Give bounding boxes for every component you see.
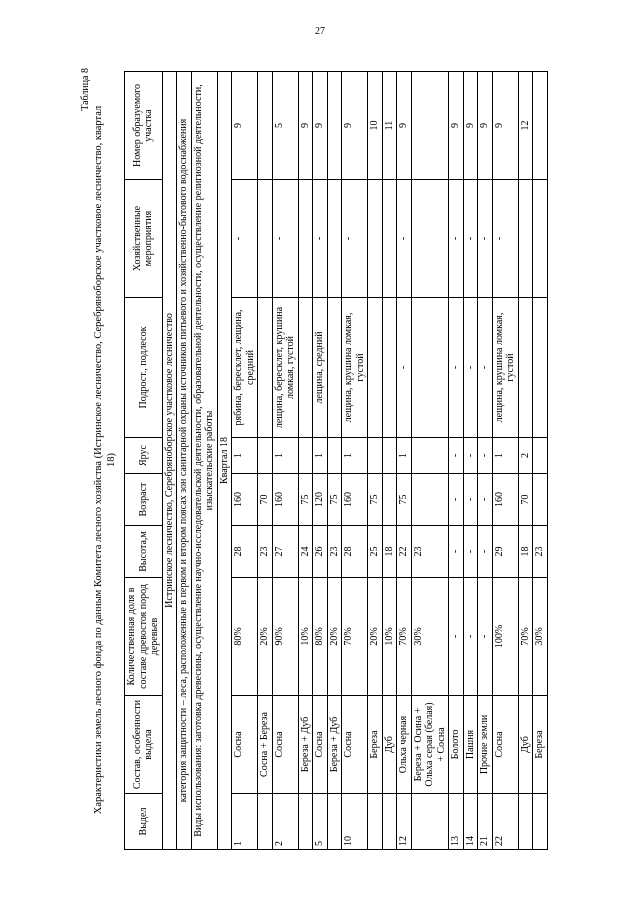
header-row [125,72,163,850]
cell-vydel [411,794,449,850]
cell-sostav: Ольха черная [397,696,412,794]
cell-vozrast: 160 [232,474,258,526]
cell-podrost: - [478,298,493,438]
cell-podrost [518,298,533,438]
cell-vydel: 13 [449,794,464,850]
table-row [313,72,328,850]
header-nomer: Номер образуемого участка [125,72,163,180]
cell-podrost [298,298,313,438]
table-row [258,72,273,850]
cell-podrost: - [463,298,478,438]
cell-meropr: - [463,180,478,298]
cell-vozrast [382,474,397,526]
cell-nomer: 11 [382,72,397,180]
cell-meropr: - [449,180,464,298]
cell-nomer: 9 [342,72,368,180]
cell-dolya: - [463,578,478,696]
cell-dolya: 80% [232,578,258,696]
cell-podrost: - [449,298,464,438]
cell-vozrast: 120 [313,474,328,526]
cell-vydel: 21 [478,794,493,850]
cell-vysota: 28 [342,526,368,578]
cell-yarus: 1 [313,438,328,474]
table-row [463,72,478,850]
table-row [232,72,258,850]
cell-sostav: Пашня [463,696,478,794]
cell-vydel: 1 [232,794,258,850]
cell-vydel: 22 [492,794,518,850]
cell-podrost: лещина, бересклет, крушина ломкая, густой [272,298,298,438]
cell-yarus: 2 [518,438,533,474]
cell-dolya: 70% [397,578,412,696]
cell-sostav: Сосна [272,696,298,794]
cell-vozrast: 75 [327,474,342,526]
table-row [272,72,298,850]
cell-sostav: Болото [449,696,464,794]
cell-nomer: 9 [313,72,328,180]
cell-sostav: Береза [368,696,383,794]
cell-podrost [382,298,397,438]
cell-dolya: - [478,578,493,696]
cell-vysota: - [478,526,493,578]
cell-sostav: Прочие земли [478,696,493,794]
cell-nomer: 9 [478,72,493,180]
cell-meropr: - [478,180,493,298]
rotated-page-content [80,60,640,860]
cell-sostav: Береза + Дуб [298,696,313,794]
cell-yarus [411,438,449,474]
cell-vozrast: 75 [397,474,412,526]
cell-vysota: 29 [492,526,518,578]
cell-podrost [533,298,548,438]
cell-vysota: 23 [411,526,449,578]
header-vysota: Высота,м [125,526,163,578]
cell-vysota: 26 [313,526,328,578]
cell-vozrast: 160 [272,474,298,526]
cell-vydel: 5 [313,794,328,850]
cell-meropr [258,180,273,298]
cell-vydel [382,794,397,850]
cell-vozrast: - [463,474,478,526]
cell-podrost: рябина, бересклет, лещина, средний [232,298,258,438]
cell-podrost [258,298,273,438]
cell-yarus [258,438,273,474]
cell-yarus: 1 [232,438,258,474]
cell-dolya: 10% [298,578,313,696]
cell-podrost: лещина, средний [313,298,328,438]
table-row [478,72,493,850]
cell-vydel [518,794,533,850]
table-row [449,72,464,850]
cell-nomer: 9 [463,72,478,180]
cell-vozrast: 75 [368,474,383,526]
cell-dolya: 30% [411,578,449,696]
cell-dolya: 30% [533,578,548,696]
cell-dolya: 70% [342,578,368,696]
header-dolya: Количественная доля в составе древостоя пород деревьев [125,578,163,696]
cell-meropr [382,180,397,298]
cell-yarus: 1 [272,438,298,474]
cell-yarus: - [478,438,493,474]
cell-vozrast: 75 [298,474,313,526]
cell-yarus: 1 [342,438,368,474]
cell-yarus: 1 [492,438,518,474]
cell-sostav: Дуб [518,696,533,794]
table-caption: Характеристики земель лесного фонда по данным Комитета лесного хозяйства (Истринское лесничество, Серебряноборское участковое лесничество, квартал 18) [93,105,117,815]
cell-vozrast [533,474,548,526]
cell-vydel [533,794,548,850]
cell-meropr: - [342,180,368,298]
table-row [327,72,342,850]
cell-podrost [411,298,449,438]
cell-vydel [298,794,313,850]
cell-podrost [368,298,383,438]
cell-dolya: 80% [313,578,328,696]
cell-yarus [327,438,342,474]
cell-nomer: 9 [298,72,313,180]
cell-vysota: 28 [232,526,258,578]
cell-dolya: 20% [327,578,342,696]
section-usage: Виды использования: заготовка древесины, осуществление научно-исследовательской деятельности, образовательной деятельности, осуществление религиозной деятельности, изыскательские работы [191,72,217,850]
cell-meropr: - [272,180,298,298]
cell-sostav: Сосна [313,696,328,794]
cell-dolya: 20% [258,578,273,696]
cell-sostav: Сосна + Береза [258,696,273,794]
cell-meropr [368,180,383,298]
cell-yarus: 1 [397,438,412,474]
cell-nomer [411,72,449,180]
cell-vysota: 23 [327,526,342,578]
cell-meropr: - [313,180,328,298]
cell-meropr [298,180,313,298]
cell-sostav: Береза + Осина + Ольха серая (белая) + Сосна [411,696,449,794]
section-quarter: Квартал 18 [217,72,232,850]
cell-podrost [327,298,342,438]
cell-dolya: 20% [368,578,383,696]
header-meropr: Хозяйственные мероприятия [125,180,163,298]
cell-nomer: 9 [232,72,258,180]
cell-dolya: 90% [272,578,298,696]
cell-podrost: лещина, крушина ломкая, густой [492,298,518,438]
cell-nomer: 12 [518,72,533,180]
cell-podrost: - [397,298,412,438]
table-row [533,72,548,850]
cell-yarus [298,438,313,474]
cell-meropr: - [232,180,258,298]
cell-sostav: Сосна [342,696,368,794]
table-row [518,72,533,850]
cell-vozrast [411,474,449,526]
header-sostav: Состав, особенности выдела [125,696,163,794]
table-row [382,72,397,850]
cell-vysota: 25 [368,526,383,578]
table-row [397,72,412,850]
cell-yarus [382,438,397,474]
cell-meropr [411,180,449,298]
cell-meropr: - [492,180,518,298]
table-row [411,72,449,850]
table-label: Таблица 8 [80,68,91,111]
cell-vydel [258,794,273,850]
cell-vydel [327,794,342,850]
cell-vysota: 18 [382,526,397,578]
cell-vozrast: 70 [258,474,273,526]
cell-nomer: 9 [449,72,464,180]
header-vydel: Выдел [125,794,163,850]
cell-nomer [533,72,548,180]
table-row [298,72,313,850]
cell-vysota: 22 [397,526,412,578]
cell-sostav: Береза + Дуб [327,696,342,794]
cell-vysota: 18 [518,526,533,578]
cell-vysota: 23 [258,526,273,578]
cell-vysota: 27 [272,526,298,578]
header-podrost: Подрост., подлесок [125,298,163,438]
header-yarus: Ярус [125,438,163,474]
cell-vysota: 24 [298,526,313,578]
cell-vydel: 2 [272,794,298,850]
table-row [368,72,383,850]
cell-vozrast: - [478,474,493,526]
table-row [492,72,518,850]
cell-nomer: 10 [368,72,383,180]
cell-nomer [258,72,273,180]
cell-vysota: - [449,526,464,578]
table-row [342,72,368,850]
cell-sostav: Дуб [382,696,397,794]
section-forestry: Истринское лесничество, Серебряноборское участковое лесничество [162,72,177,850]
cell-vozrast: 160 [342,474,368,526]
cell-sostav: Сосна [232,696,258,794]
cell-yarus: - [449,438,464,474]
cell-nomer: 5 [272,72,298,180]
cell-yarus [533,438,548,474]
section-category: категория защитности – леса, расположенные в первом и втором поясах зон санитарной охраны источников питьевого и хозяйственно-бытового водоснабжения [177,72,192,850]
cell-meropr [327,180,342,298]
cell-vydel [368,794,383,850]
cell-vozrast: 160 [492,474,518,526]
cell-vozrast: - [449,474,464,526]
cell-meropr: - [397,180,412,298]
cell-meropr [533,180,548,298]
header-vozrast: Возраст [125,474,163,526]
cell-nomer: 9 [397,72,412,180]
cell-yarus: - [463,438,478,474]
cell-podrost: лещина, крушина ломкая, густой [342,298,368,438]
cell-vysota: 23 [533,526,548,578]
page-number: 27 [315,26,325,37]
cell-dolya: 10% [382,578,397,696]
cell-nomer [327,72,342,180]
cell-dolya: 100% [492,578,518,696]
forest-table [124,71,548,850]
cell-dolya: 70% [518,578,533,696]
cell-meropr [518,180,533,298]
cell-vozrast: 70 [518,474,533,526]
cell-vydel: 12 [397,794,412,850]
cell-nomer: 9 [492,72,518,180]
cell-sostav: Береза [533,696,548,794]
cell-vysota: - [463,526,478,578]
cell-vydel: 14 [463,794,478,850]
cell-sostav: Сосна [492,696,518,794]
cell-dolya: - [449,578,464,696]
cell-vydel: 10 [342,794,368,850]
cell-yarus [368,438,383,474]
